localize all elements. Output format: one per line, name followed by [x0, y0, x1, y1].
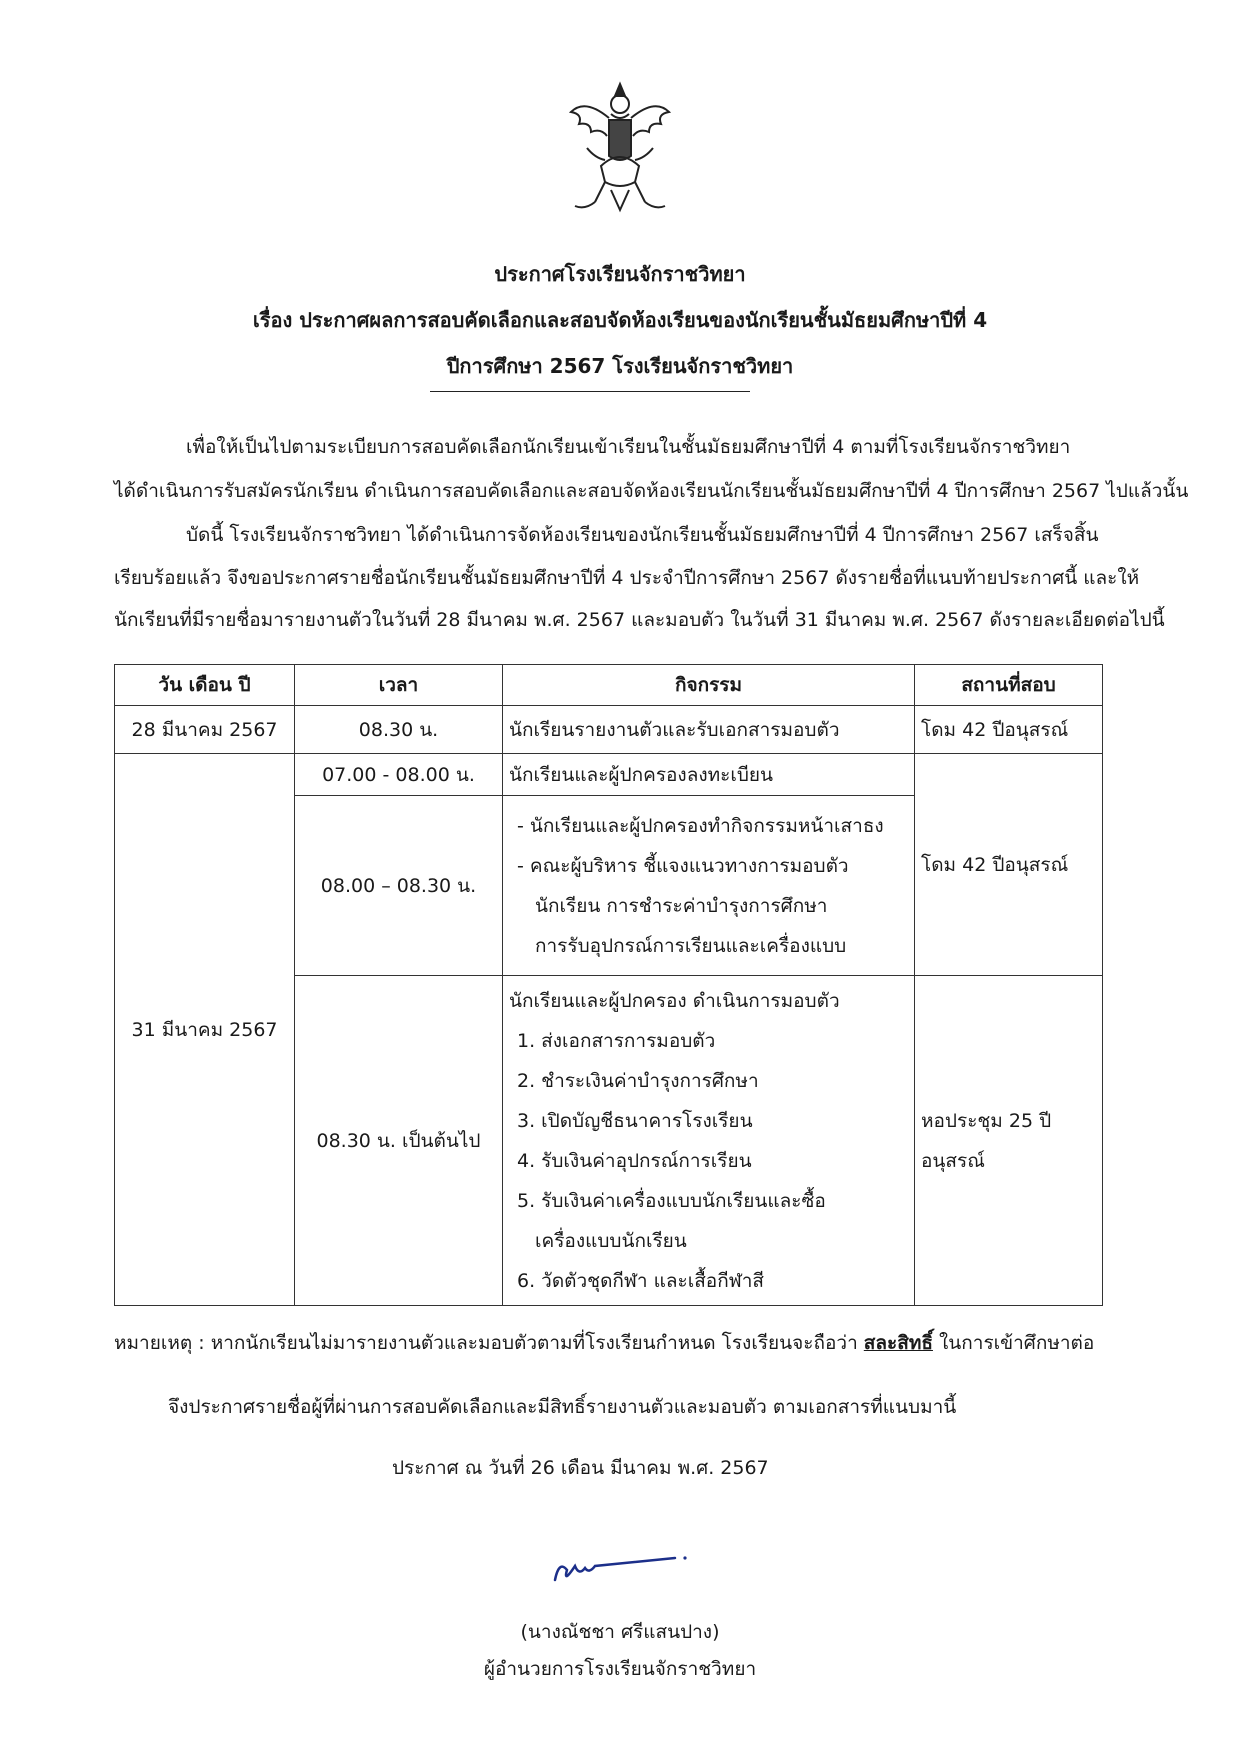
- forfeit-keyword: สละสิทธิ์: [863, 1332, 933, 1354]
- slot3-activity-line: 6. วัดตัวชุดกีฬา และเสื้อกีฬาสี: [517, 1269, 764, 1292]
- table-row: [115, 706, 1103, 754]
- note-text: หมายเหตุ : หากนักเรียนไม่มารายงานตัวและมอบตัวตามที่โรงเรียนกำหนด โรงเรียนจะถือว่า: [114, 1332, 864, 1354]
- row1-date: 28 มีนาคม 2567: [115, 706, 295, 754]
- row1-time: 08.30 น.: [295, 706, 503, 754]
- slot3-activity-line: 4. รับเงินค่าอุปกรณ์การเรียน: [517, 1149, 752, 1172]
- slot3-activity-line: 3. เปิดบัญชีธนาคารโรงเรียน: [517, 1109, 753, 1132]
- slot2-activity: [503, 796, 915, 976]
- slot3-place: [915, 976, 1103, 1306]
- garuda-emblem-icon: [565, 78, 675, 218]
- announcement-date: ประกาศ ณ วันที่ 26 เดือน มีนาคม พ.ศ. 2567: [392, 1457, 769, 1479]
- announcement-year: ปีการศึกษา 2567 โรงเรียนจักราชวิทยา: [446, 354, 794, 378]
- slot3-activity: [503, 976, 915, 1306]
- slot3-time: 08.30 น. เป็นต้นไป: [295, 976, 503, 1306]
- slot3-activity-line: เครื่องแบบนักเรียน: [535, 1229, 687, 1252]
- note-text-end: ในการเข้าศึกษาต่อ: [932, 1332, 1095, 1354]
- header-time: เวลา: [295, 665, 503, 706]
- signature-icon: [545, 1540, 695, 1590]
- slot12-place: โดม 42 ปีอนุสรณ์: [915, 754, 1103, 976]
- paragraph-1-line-2: ได้ดำเนินการรับสมัครนักเรียน ดำเนินการสอบคัดเลือกและสอบจัดห้องเรียนนักเรียนชั้นมัธยมศึกษาปีที่ 4 ปีการศึกษา 2567 ไปแล้วนั้น: [114, 480, 1189, 502]
- signer-title: ผู้อำนวยการโรงเรียนจักราชวิทยา: [483, 1658, 757, 1680]
- title-divider: [430, 391, 750, 392]
- slot3-place-line: อนุสรณ์: [921, 1149, 985, 1172]
- announcement-closing: จึงประกาศรายชื่อผู้ที่ผ่านการสอบคัดเลือกและมีสิทธิ์รายงานตัวและมอบตัว ตามเอกสารที่แนบมานี้: [168, 1396, 957, 1418]
- slot2-activity-line: นักเรียน การชำระค่าบำรุงการศึกษา: [535, 894, 828, 917]
- table-header-row: [115, 665, 1103, 706]
- slot3-activity-line: นักเรียนและผู้ปกครอง ดำเนินการมอบตัว: [509, 989, 840, 1012]
- note-line: [114, 1328, 1094, 1358]
- paragraph-2-line-1: บัดนี้ โรงเรียนจักราชวิทยา ได้ดำเนินการจัดห้องเรียนของนักเรียนชั้นมัธยมศึกษาปีที่ 4 ปีการศึกษา 2567 เสร็จสิ้น: [186, 524, 1099, 546]
- slot2-activity-line: - คณะผู้บริหาร ชี้แจงแนวทางการมอบตัว: [517, 854, 849, 877]
- header-date: วัน เดือน ปี: [115, 665, 295, 706]
- table-row: [115, 754, 1103, 796]
- header-place: สถานที่สอบ: [915, 665, 1103, 706]
- slot2-activity-line: - นักเรียนและผู้ปกครองทำกิจกรรมหน้าเสาธง: [517, 814, 884, 837]
- slot1-time: 07.00 - 08.00 น.: [295, 754, 503, 796]
- announcement-title: ประกาศโรงเรียนจักราชวิทยา: [494, 262, 746, 286]
- row1-place: โดม 42 ปีอนุสรณ์: [915, 706, 1103, 754]
- slot3-activity-line: 5. รับเงินค่าเครื่องแบบนักเรียนและซื้อ: [517, 1189, 826, 1212]
- row1-activity: นักเรียนรายงานตัวและรับเอกสารมอบตัว: [503, 706, 915, 754]
- slot3-place-line: หอประชุม 25 ปี: [921, 1109, 1052, 1132]
- slot3-activity-line: 1. ส่งเอกสารการมอบตัว: [517, 1029, 716, 1052]
- paragraph-2-line-3: นักเรียนที่มีรายชื่อมารายงานตัวในวันที่ 28 มีนาคม พ.ศ. 2567 และมอบตัว ในวันที่ 31 มีนาคม พ.ศ. 2567 ดังรายละเอียดต่อไปนี้: [114, 609, 1165, 631]
- header-activity: กิจกรรม: [503, 665, 915, 706]
- schedule-table: [114, 664, 1103, 1306]
- slot3-activity-line: 2. ชำระเงินค่าบำรุงการศึกษา: [517, 1069, 759, 1092]
- day2-date: 31 มีนาคม 2567: [115, 754, 295, 1306]
- paragraph-2-line-2: เรียบร้อยแล้ว จึงขอประกาศรายชื่อนักเรียนชั้นมัธยมศึกษาปีที่ 4 ประจำปีการศึกษา 2567 ดังรายชื่อที่แนบท้ายประกาศนี้ และให้: [114, 567, 1140, 589]
- slot2-time: 08.00 – 08.30 น.: [295, 796, 503, 976]
- slot2-activity-line: การรับอุปกรณ์การเรียนและเครื่องแบบ: [535, 934, 847, 957]
- slot1-activity: นักเรียนและผู้ปกครองลงทะเบียน: [503, 754, 915, 796]
- paragraph-1-line-1: เพื่อให้เป็นไปตามระเบียบการสอบคัดเลือกนักเรียนเข้าเรียนในชั้นมัธยมศึกษาปีที่ 4 ตามที่โรงเรียนจักราชวิทยา: [186, 436, 1071, 458]
- signer-name: (นางณัชชา ศรีแสนปาง): [520, 1621, 720, 1643]
- announcement-subject: เรื่อง ประกาศผลการสอบคัดเลือกและสอบจัดห้องเรียนของนักเรียนชั้นมัธยมศึกษาปีที่ 4: [252, 308, 988, 332]
